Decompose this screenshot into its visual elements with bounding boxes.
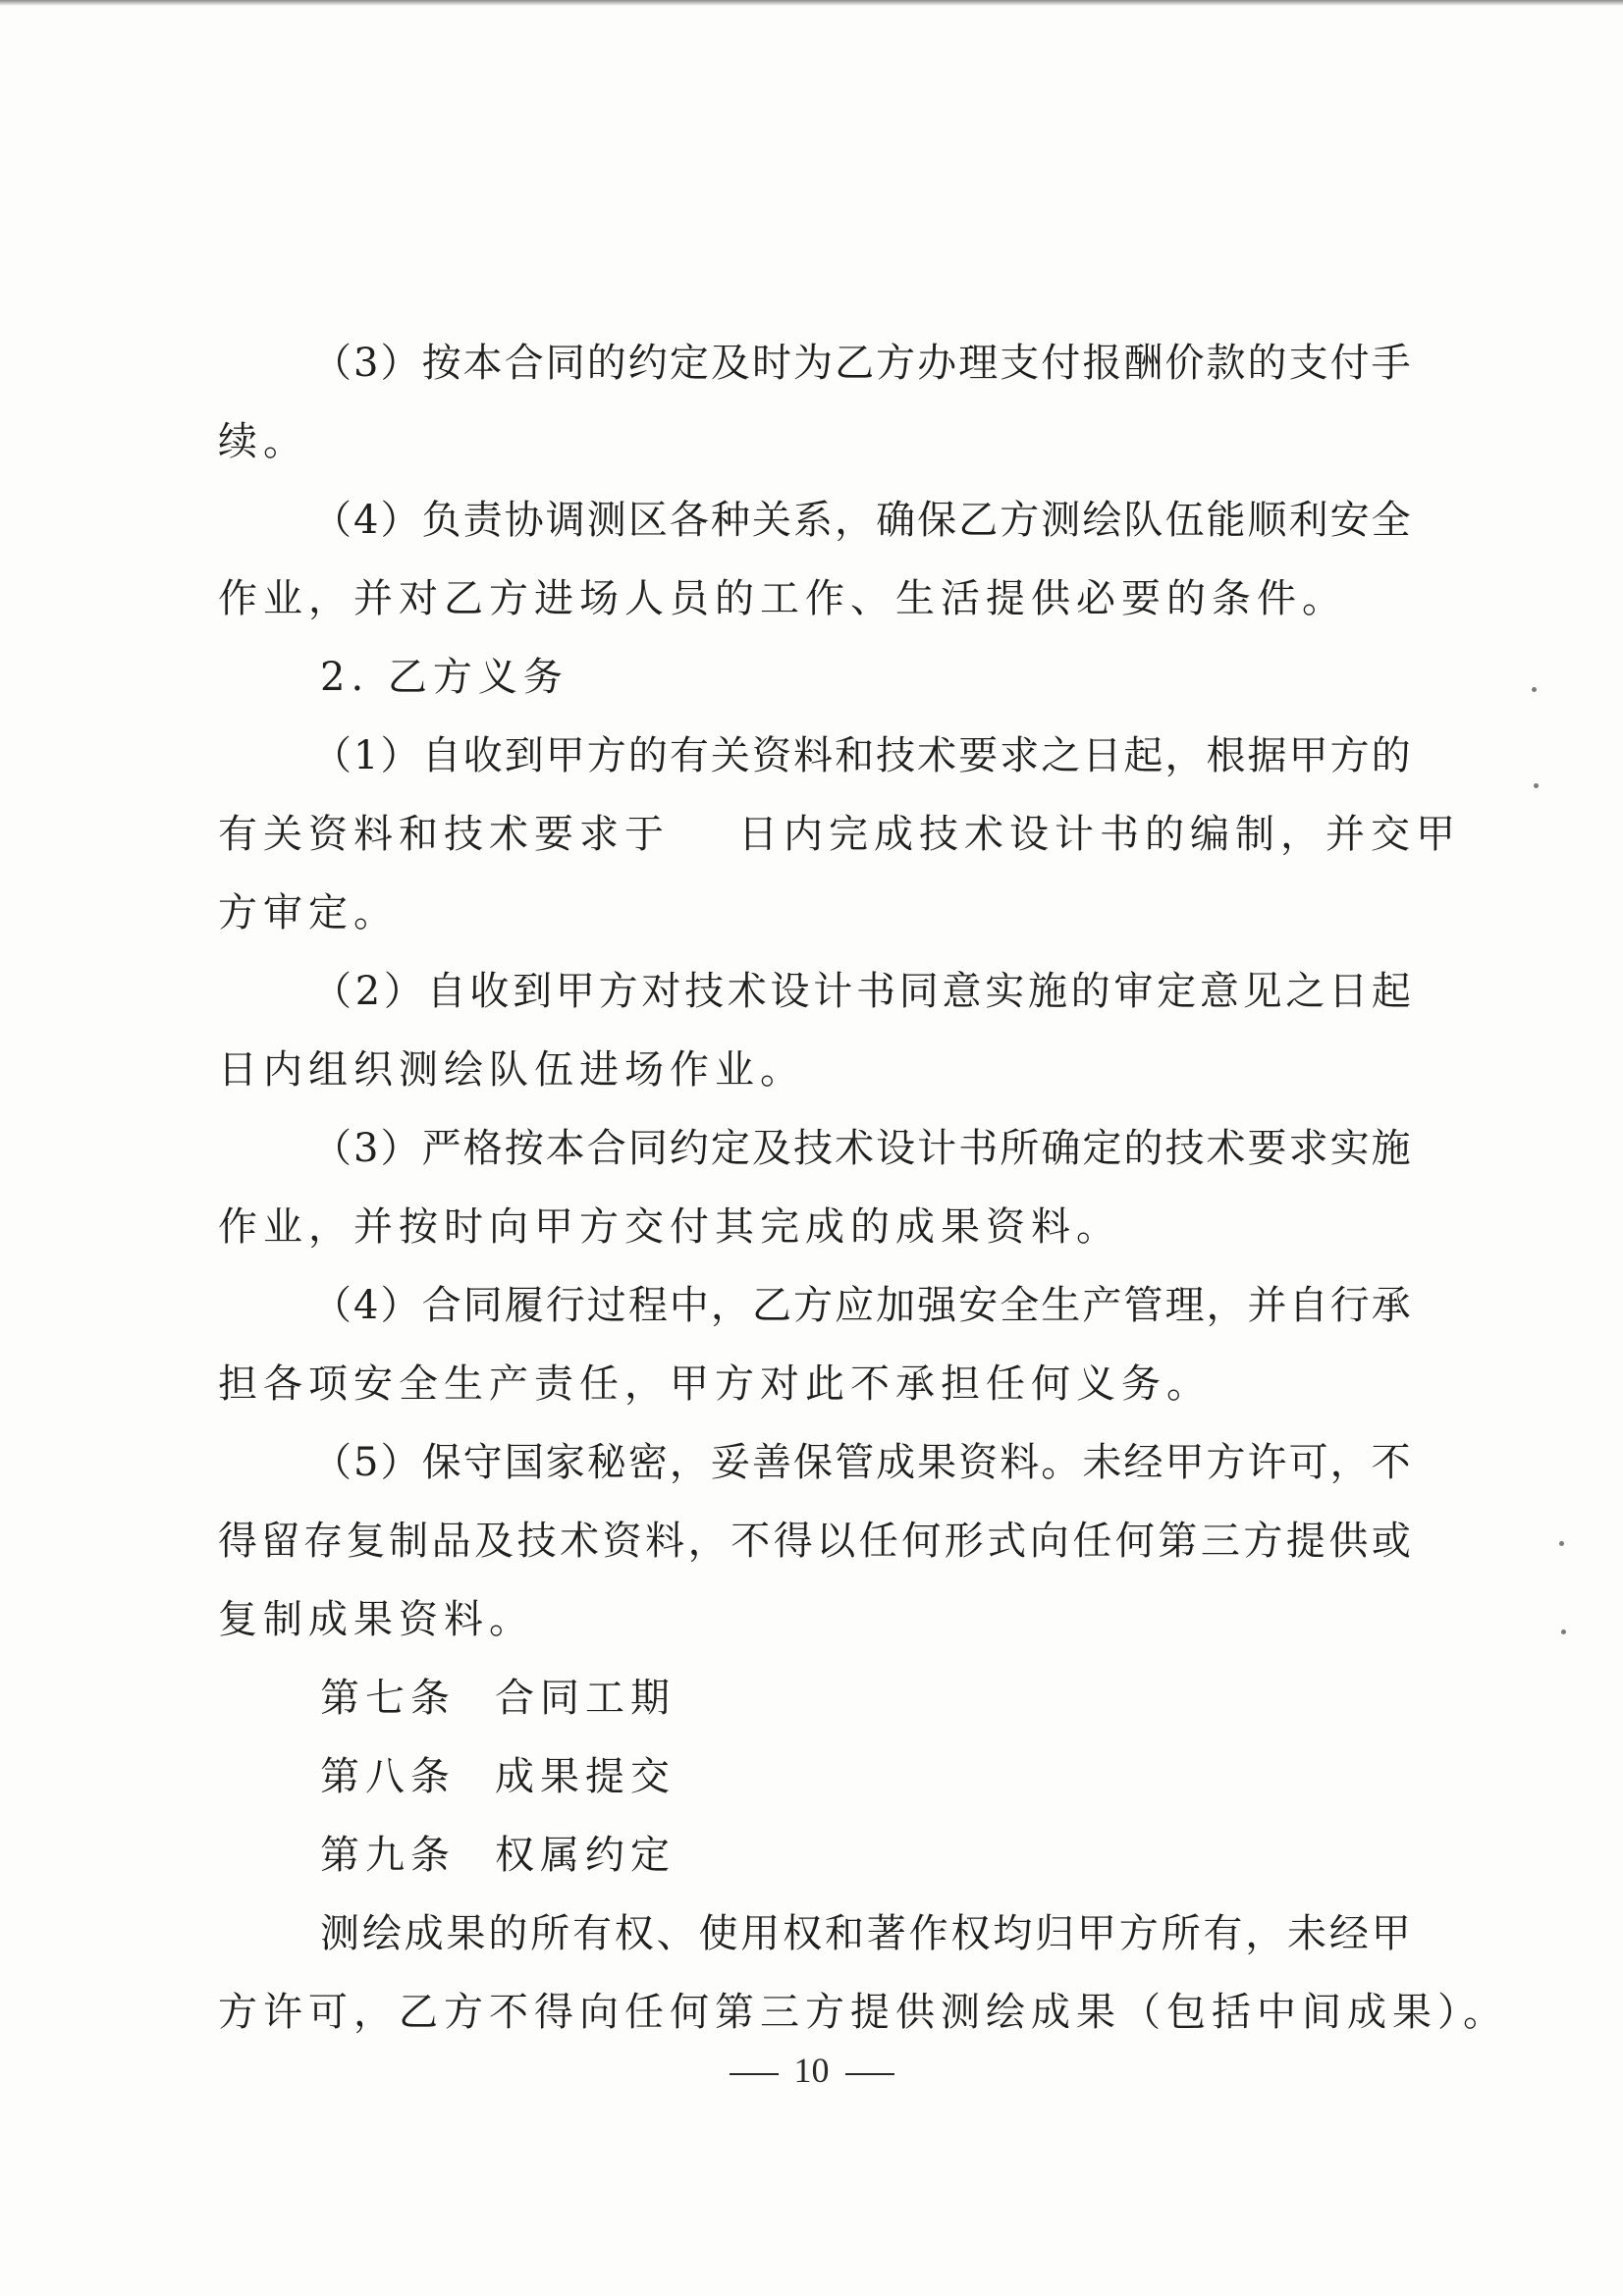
page-number-dash bbox=[730, 2073, 779, 2075]
paragraph-line: （ 1 ） 自 收 到 甲 方 的 有 关 资 料 和 技 术 要 求 之 日 起 ， 根 据 甲 方 的 bbox=[312, 733, 1411, 778]
section-heading: 2. 乙方义务 bbox=[320, 655, 568, 700]
page-number bbox=[0, 2050, 1623, 2091]
article-number: 第八条 bbox=[320, 1754, 456, 1799]
article-number: 第九条 bbox=[320, 1833, 456, 1878]
paragraph-line: 测 绘 成 果 的 所 有 权 、 使 用 权 和 著 作 权 均 归 甲 方 所 有 ， 未 经 甲 bbox=[320, 1911, 1411, 1956]
document-body bbox=[218, 324, 1508, 2052]
article-number: 第七条 bbox=[320, 1676, 456, 1721]
page-number-dash bbox=[845, 2073, 894, 2075]
scan-top-edge bbox=[0, 0, 1623, 6]
article-heading-8 bbox=[218, 1737, 1411, 1816]
article-title: 权属约定 bbox=[495, 1833, 676, 1878]
paragraph-line: （ 2 ） 自 收 到 甲 方 对 技 术 设 计 书 同 意 实 施 的 审 定 意 见 之 日 起 bbox=[312, 969, 1411, 1014]
paragraph-line: （ 5 ） 保 守 国 家 秘 密 ， 妥 善 保 管 成 果 资 料 。 未 经 甲 方 许 可 ， 不 bbox=[312, 1440, 1411, 1485]
paragraph-line: （ 3 ） 按 本 合 同 的 约 定 及 时 为 乙 方 办 理 支 付 报 酬 价 款 的 支 付 手 bbox=[312, 341, 1411, 386]
paragraph-line: （ 4 ） 负 责 协 调 测 区 各 种 关 系 ， 确 保 乙 方 测 绘 队 伍 能 顺 利 安 全 bbox=[312, 498, 1411, 543]
paragraph-line: 得 留 存 复 制 品 及 技 术 资 料 ， 不 得 以 任 何 形 式 向 任 何 第 三 方 提 供 或 bbox=[218, 1519, 1411, 1564]
paragraph-line: 方许可，乙方不得向任何第三方提供测绘成果（包括中间成果）。 bbox=[218, 1990, 1508, 2035]
paragraph-line: 复制成果资料。 bbox=[218, 1597, 534, 1642]
paragraph-segment: 日内完成技术设计书的编制，并交甲 bbox=[738, 812, 1461, 857]
scan-speck bbox=[1561, 1629, 1566, 1634]
paragraph-line: （ 4 ） 合 同 履 行 过 程 中 ， 乙 方 应 加 强 安 全 生 产 管 理 ， 并 自 行 承 bbox=[312, 1283, 1411, 1328]
paragraph-line: 日内组织测绘队伍进场作业。 bbox=[218, 1047, 805, 1093]
page-number-value: 10 bbox=[793, 2051, 830, 2090]
article-title: 成果提交 bbox=[495, 1754, 676, 1799]
scan-speck bbox=[1534, 783, 1539, 788]
paragraph-line: 续。 bbox=[218, 419, 308, 464]
paragraph-line bbox=[218, 795, 1461, 874]
paragraph-line: （ 3 ） 严 格 按 本 合 同 约 定 及 技 术 设 计 书 所 确 定 的 技 术 要 求 实 施 bbox=[312, 1126, 1411, 1171]
paragraph-line: 作业，并对乙方进场人员的工作、生活提供必要的条件。 bbox=[218, 576, 1347, 621]
article-heading-7 bbox=[218, 1659, 1411, 1737]
paragraph-line: 担各项安全生产责任，甲方对此不承担任何义务。 bbox=[218, 1362, 1212, 1407]
article-title: 合同工期 bbox=[495, 1676, 676, 1721]
paragraph-line: 方审定。 bbox=[218, 890, 399, 935]
scan-speck bbox=[1559, 1541, 1564, 1546]
scan-speck bbox=[1532, 687, 1537, 692]
article-heading-9 bbox=[218, 1816, 1411, 1895]
paragraph-line: 作业，并按时向甲方交付其完成的成果资料。 bbox=[218, 1204, 1121, 1250]
paragraph-segment: 有关资料和技术要求于 bbox=[218, 812, 670, 857]
